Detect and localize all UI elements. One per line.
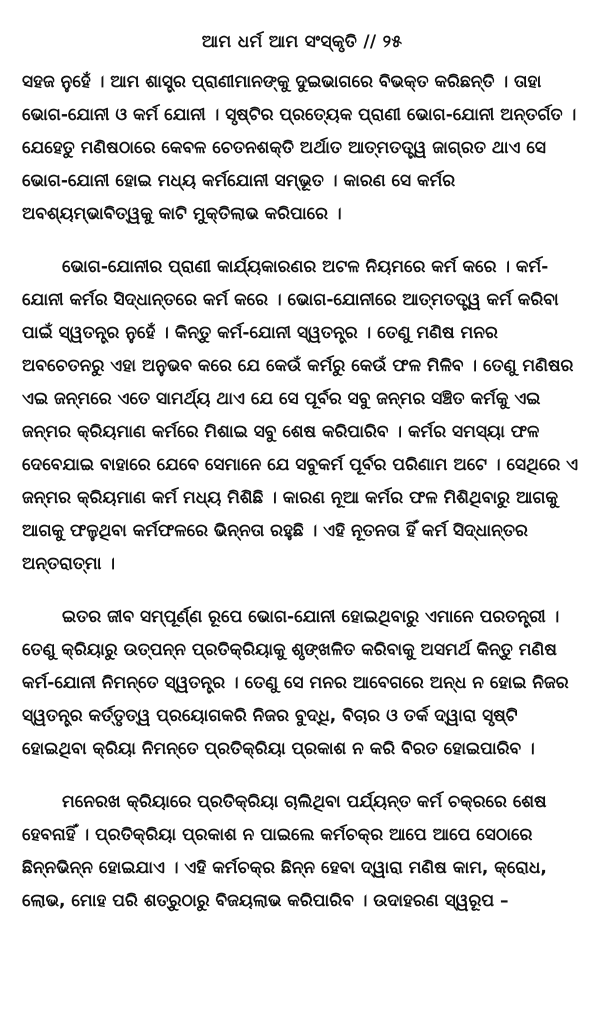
paragraph-2: ଭୋଗ-ଯୋନୀର ପ୍ରାଣୀ କାର୍ଯ୍ୟକାରଣର ଅଟଳ ନିୟମରେ କର୍ମ କରେ । କର୍ମ-ଯୋନୀ କର୍ମର ସିଦ୍ଧାନ୍ତରେ କର୍ମ କରେ । ଭୋଗ-ଯୋନୀରେ ଆତ୍ମତତ୍ତ୍ୱ କର୍ମ କରିବା ପାଇଁ ସ୍ୱତନ୍ତ୍ର ନୁହେଁ । କିନ୍ତୁ କର୍ମ-ଯୋନୀ ସ୍ୱତନ୍ତ୍ର । ତେଣୁ ମଣିଷ ମନର ଅବଚେତନରୁ ଏହା ଅନୁଭବ କରେ ଯେ କେଉଁ କର୍ମରୁ କେଉଁ ଫଳ ମିଳିବ । ତେଣୁ ମଣିଷର ଏଇ ଜନ୍ମରେ ଏତେ ସାମର୍ଥ୍ୟ ଥାଏ ଯେ ସେ ପୂର୍ବର ସବୁ ଜନ୍ମର ସଞ୍ଚିତ କର୍ମକୁ ଏଇ ଜନ୍ମର କ୍ରିୟମାଣ କର୍ମରେ ମିଶାଇ ସବୁ ଶେଷ କରିପାରିବ । କର୍ମର ସମସ୍ୟା ଫଳ ଦେବେଯାଇ ବାହାରେ ଯେବେ ସେମାନେ ଯେ ସବୁକର୍ମ ପୂର୍ବର ପରିଣାମ ଅଟେ । ସେଥିରେ ଏ ଜନ୍ମର କ୍ରିୟମାଣ କର୍ମ ମଧ୍ୟ ମିଶିଛି । କାରଣ ନୂଆ କର୍ମର ଫଳ ମିଶିଥିବାରୁ ଆଗକୁ ଆଗକୁ ଫଳୁଥିବା କର୍ମଫଳରେ ଭିନ୍ନତା ରହୁଛି । ଏହି ନୂତନତା ହିଁ କର୍ମ ସିଦ୍ଧାନ୍ତର ଅନ୍ତରାତ୍ମା । xyxy=(22,257,579,574)
paragraph-4: ମନେରଖ କ୍ରିୟାରେ ପ୍ରତିକ୍ରିୟା ଚାଲିଥିବା ପର୍ଯ୍ୟନ୍ତ କର୍ମ ଚକ୍ରରେ ଶେଷ ହେବନାହିଁ । ପ୍ରତିକ୍ରିୟା ପ୍ରକାଶ ନ ପାଇଲେ କର୍ମଚକ୍ର ଆପେ ଆପେ ସେଠାରେ ଛିନ୍ନଭିନ୍ନ ହୋଇଯାଏ । ଏହି କର୍ମଚକ୍ର ଛିନ୍ନ ହେବା ଦ୍ୱାରା ମଣିଷ କାମ, କ୍ରୋଧ, ଲୋଭ, ମୋହ ପରି ଶତ୍ରୁଠାରୁ ବିଜୟଲାଭ କରିପାରିବ । ଉଦାହରଣ ସ୍ୱରୂପ – xyxy=(22,792,547,911)
page-header: ଆମ ଧର୍ମ ଆମ ସଂସ୍କୃତି // ୨୫ xyxy=(201,32,403,52)
paragraph-1: ସହଜ ନୁହେଁ । ଆମ ଶାସ୍ତ୍ର ପ୍ରାଣୀମାନଙ୍କୁ ଦୁଇଭାଗରେ ବିଭକ୍ତ କରିଛନ୍ତି । ତାହା ଭୋଗ-ଯୋନୀ ଓ କର୍ମ ଯୋନୀ । ସୃଷ୍ଟିର ପ୍ରତ୍ୟେକ ପ୍ରାଣୀ ଭୋଗ-ଯୋନୀ ଅନ୍ତର୍ଗତ । ଯେହେତୁ ମଣିଷଠାରେ କେବଳ ଚେତନଶକ୍ତି ଅର୍ଥାତ ଆତ୍ମତତ୍ତ୍ୱ ଜାଗ୍ରତ ଥାଏ ସେ ଭୋଗ-ଯୋନୀ ହୋଇ ମଧ୍ୟ କର୍ମଯୋନୀ ସମ୍ଭୂତ । କାରଣ ସେ କର୍ମର ଅବଶ୍ୟମ୍ଭାବିତ୍ୱକୁ କାଟି ମୁକ୍ତିଲାଭ କରିପାରେ । xyxy=(22,72,577,224)
paragraph-3: ଇତର ଜୀବ ସମ୍ପୂର୍ଣ୍ଣ ରୂପେ ଭୋଗ-ଯୋନୀ ହୋଇଥିବାରୁ ଏମାନେ ପରତନ୍ତ୍ରୀ । ତେଣୁ କ୍ରିୟାରୁ ଉତ୍ପନ୍ନ ପ୍ରତିକ୍ରିୟାକୁ ଶୃଙ୍ଖଳିତ କରିବାକୁ ଅସମର୍ଥ କିନ୍ତୁ ମଣିଷ କର୍ମ-ଯୋନୀ ନିମନ୍ତେ ସ୍ୱତନ୍ତ୍ର । ତେଣୁ ସେ ମନର ଆବେଗରେ ଅନ୍ଧ ନ ହୋଇ ନିଜର ସ୍ୱତନ୍ତ୍ର କର୍ତ୍ତୃତ୍ୱ ପ୍ରୟୋଗକରି ନିଜର ବୁଦ୍ଧି, ବିଚାର ଓ ତର୍କ ଦ୍ୱାରା ସୃଷ୍ଟି ହୋଇଥିବା କ୍ରିୟା ନିମନ୍ତେ ପ୍ରତିକ୍ରିୟା ପ୍ରକାଶ ନ କରି ବିରତ ହୋଇପାରିବ । xyxy=(22,607,569,759)
